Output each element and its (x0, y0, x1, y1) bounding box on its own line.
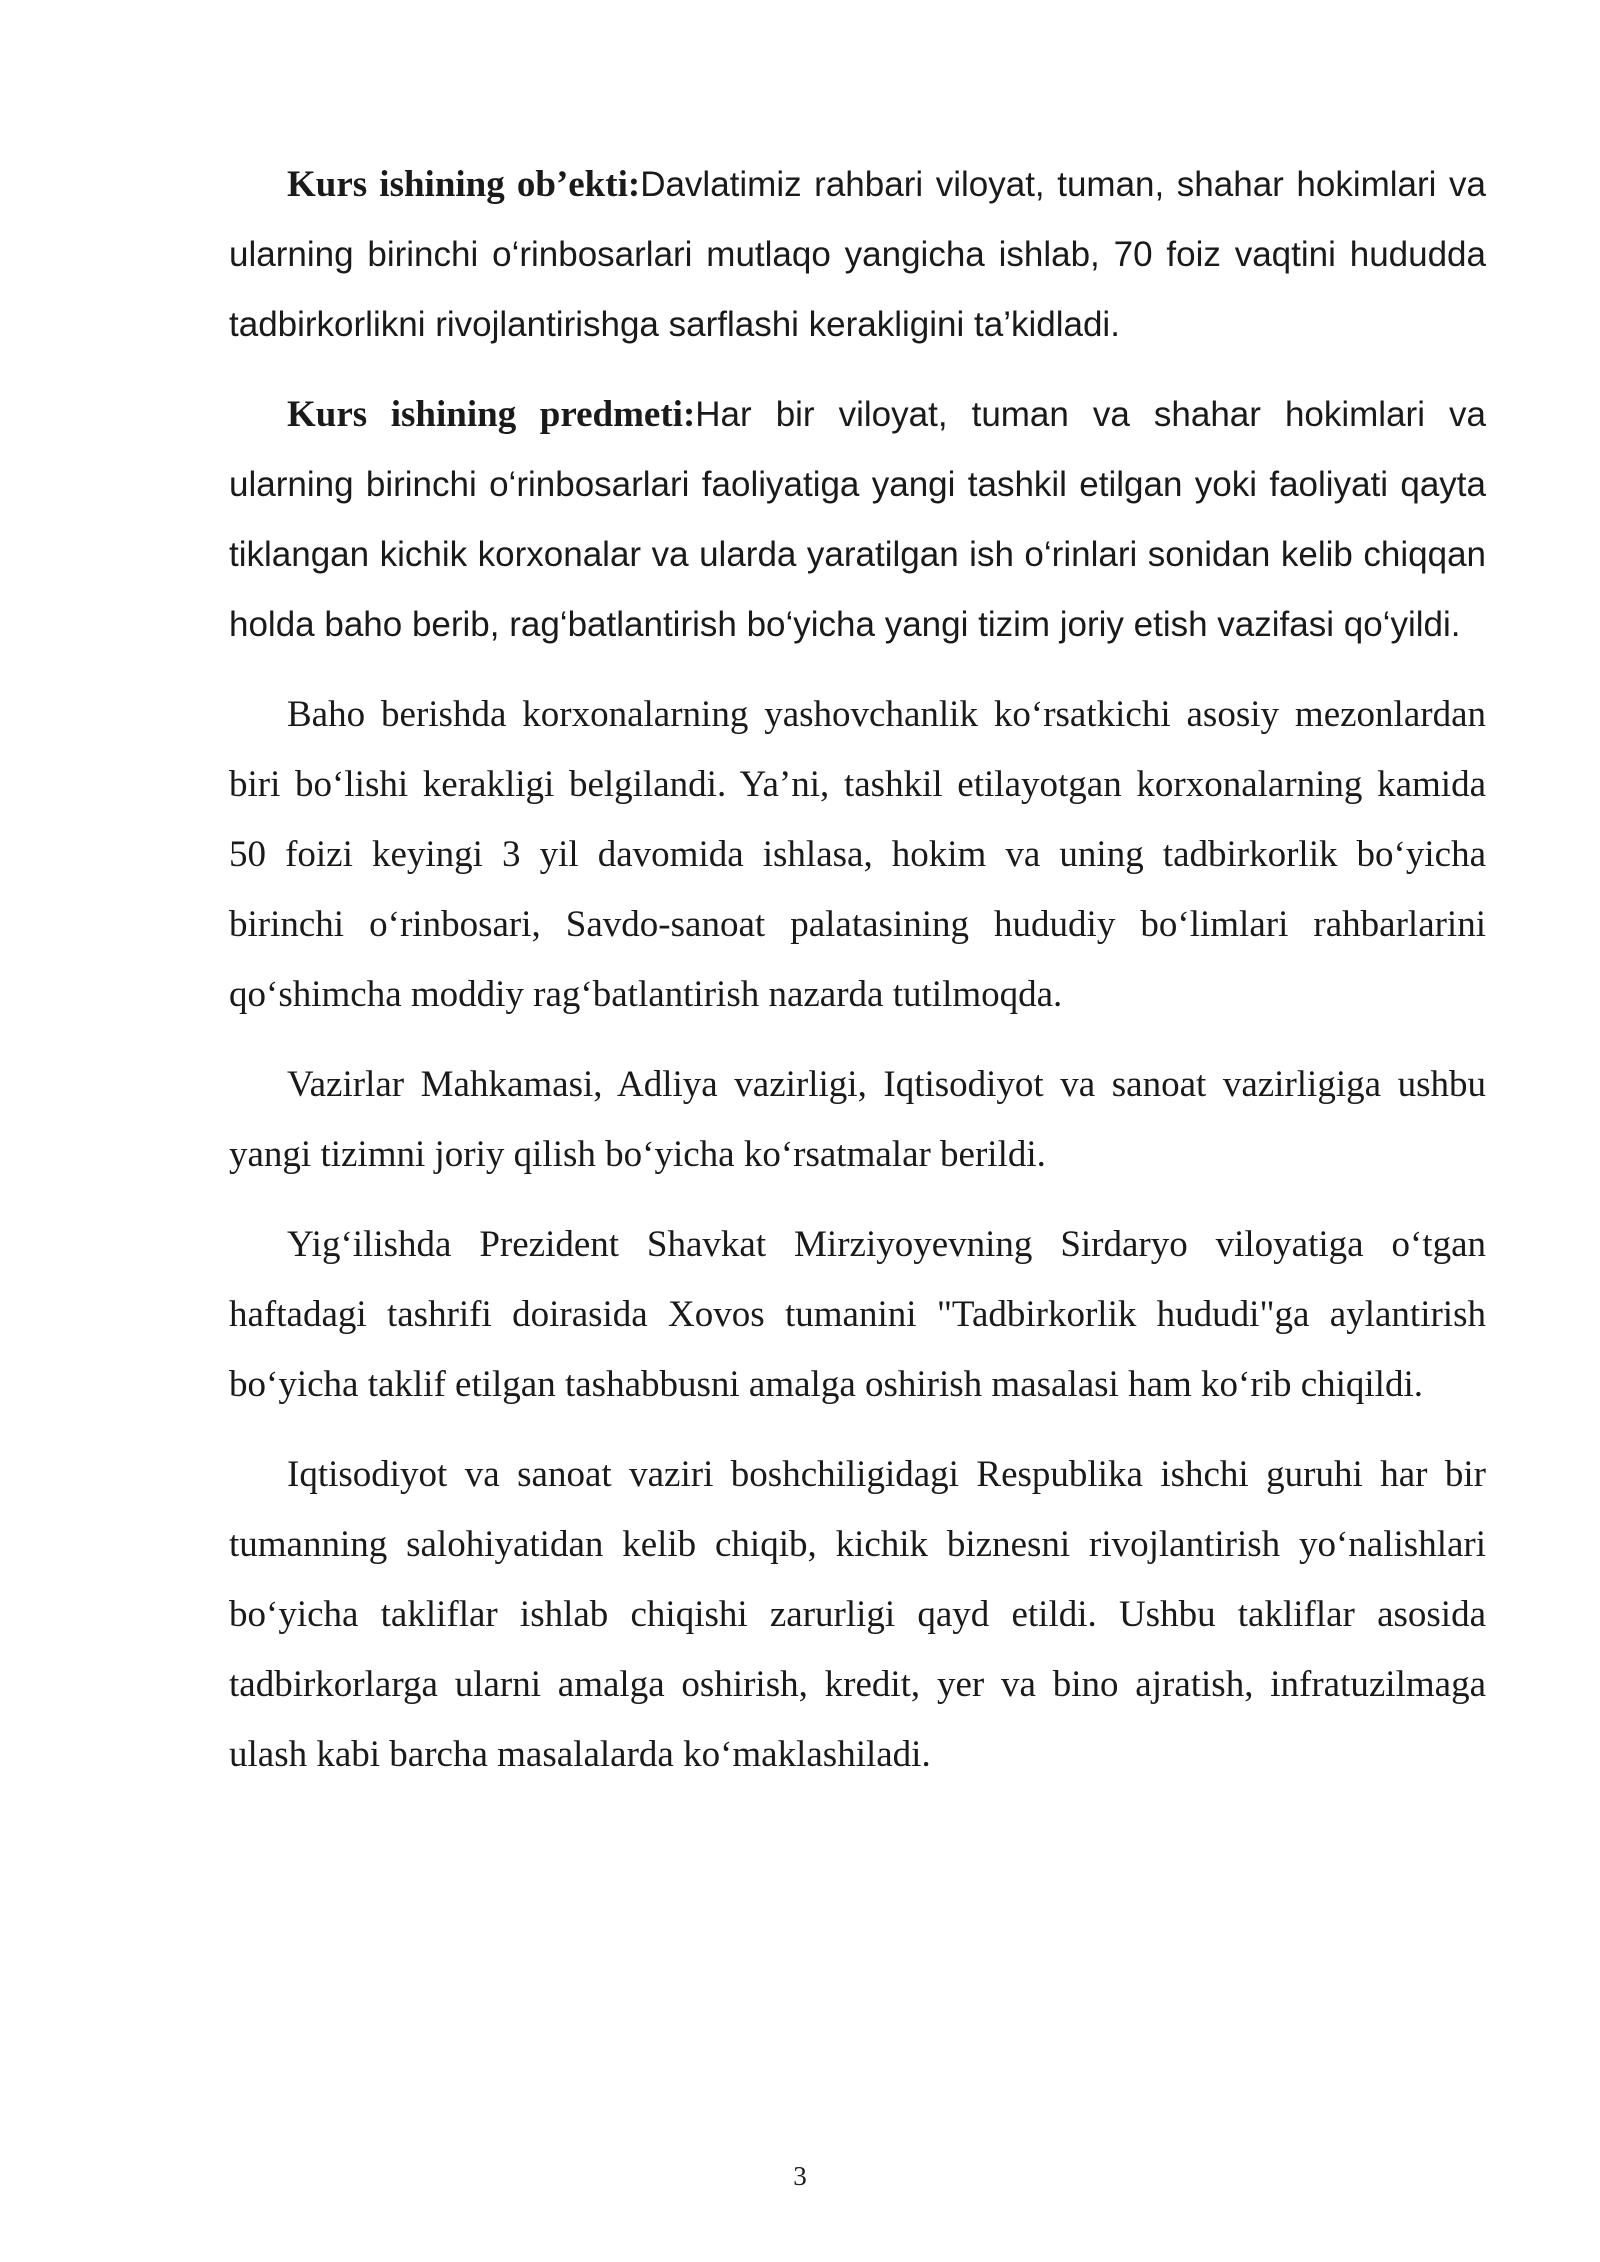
paragraph-object (229, 150, 1486, 360)
paragraph-lead-subject: Kurs ishining predmeti: (287, 394, 696, 435)
paragraph-text-object: Davlatimiz rahbari viloyat, tuman, shahar hokimlari va ularning birinchi o‘rinbosarlari mutlaqo yangicha ishlab, 70 foiz vaqtini hududda tadbirkorlikni rivojlantirishga sarflashi kerakligini ta’kidladi. (229, 165, 1486, 344)
page-number: 3 (793, 2161, 807, 2191)
paragraph-instructions: Vazirlar Mahkamasi, Adliya vazirligi, Iqtisodiyot va sanoat vazirligiga ushbu yangi tizimni joriy qilish bo‘yicha ko‘rsatmalar berildi. (229, 1064, 1486, 1175)
paragraph-evaluation: Baho berishda korxonalarning yashovchanlik ko‘rsatkichi asosiy mezonlardan biri bo‘lishi kerakligi belgilandi. Ya’ni, tashkil etilayotgan korxonalarning kamida 50 foizi keyingi 3 yil davomida ishlasa, hokim va uning tadbirkorlik bo‘yicha birinchi o‘rinbosari, Savdo-sanoat palatasining hududiy bo‘limlari rahbarlarini qo‘shimcha moddiy rag‘batlantirish nazarda tutilmoqda. (229, 694, 1486, 1015)
paragraph-lead-object: Kurs ishining ob’ekti: (287, 164, 641, 205)
paragraph-text-subject: Har bir viloyat, tuman va shahar hokimlari va ularning birinchi o‘rinbosarlari faoliyatiga yangi tashkil etilgan yoki faoliyati qayta tiklangan kichik korxonalar va ularda yaratilgan ish o‘rinlari sonidan kelib chiqqan holda baho berib, rag‘batlantirish bo‘yicha yangi tizim joriy etish vazifasi qo‘yildi. (229, 395, 1486, 644)
paragraph-meeting: Yig‘ilishda Prezident Shavkat Mirziyoyevning Sirdaryo viloyatiga o‘tgan haftadagi tashrifi doirasida Xovos tumanini "Tadbirkorlik hududi"ga aylantirish bo‘yicha taklif etilgan tashabbusni amalga oshirish masalasi ham ko‘rib chiqildi. (229, 1224, 1486, 1405)
paragraph-subject (229, 380, 1486, 660)
paragraph-working-group: Iqtisodiyot va sanoat vaziri boshchiligidagi Respublika ishchi guruhi har bir tumanning salohiyatidan kelib chiqib, kichik biznesni rivojlantirish yo‘nalishlari bo‘yicha takliflar ishlab chiqishi zarurligi qayd etildi. Ushbu takliflar asosida tadbirkorlarga ularni amalga oshirish, kredit, yer va bino ajratish, infratuzilmaga ulash kabi barcha masalalarda ko‘maklashiladi. (229, 1454, 1486, 1775)
document-body (229, 150, 1486, 1810)
